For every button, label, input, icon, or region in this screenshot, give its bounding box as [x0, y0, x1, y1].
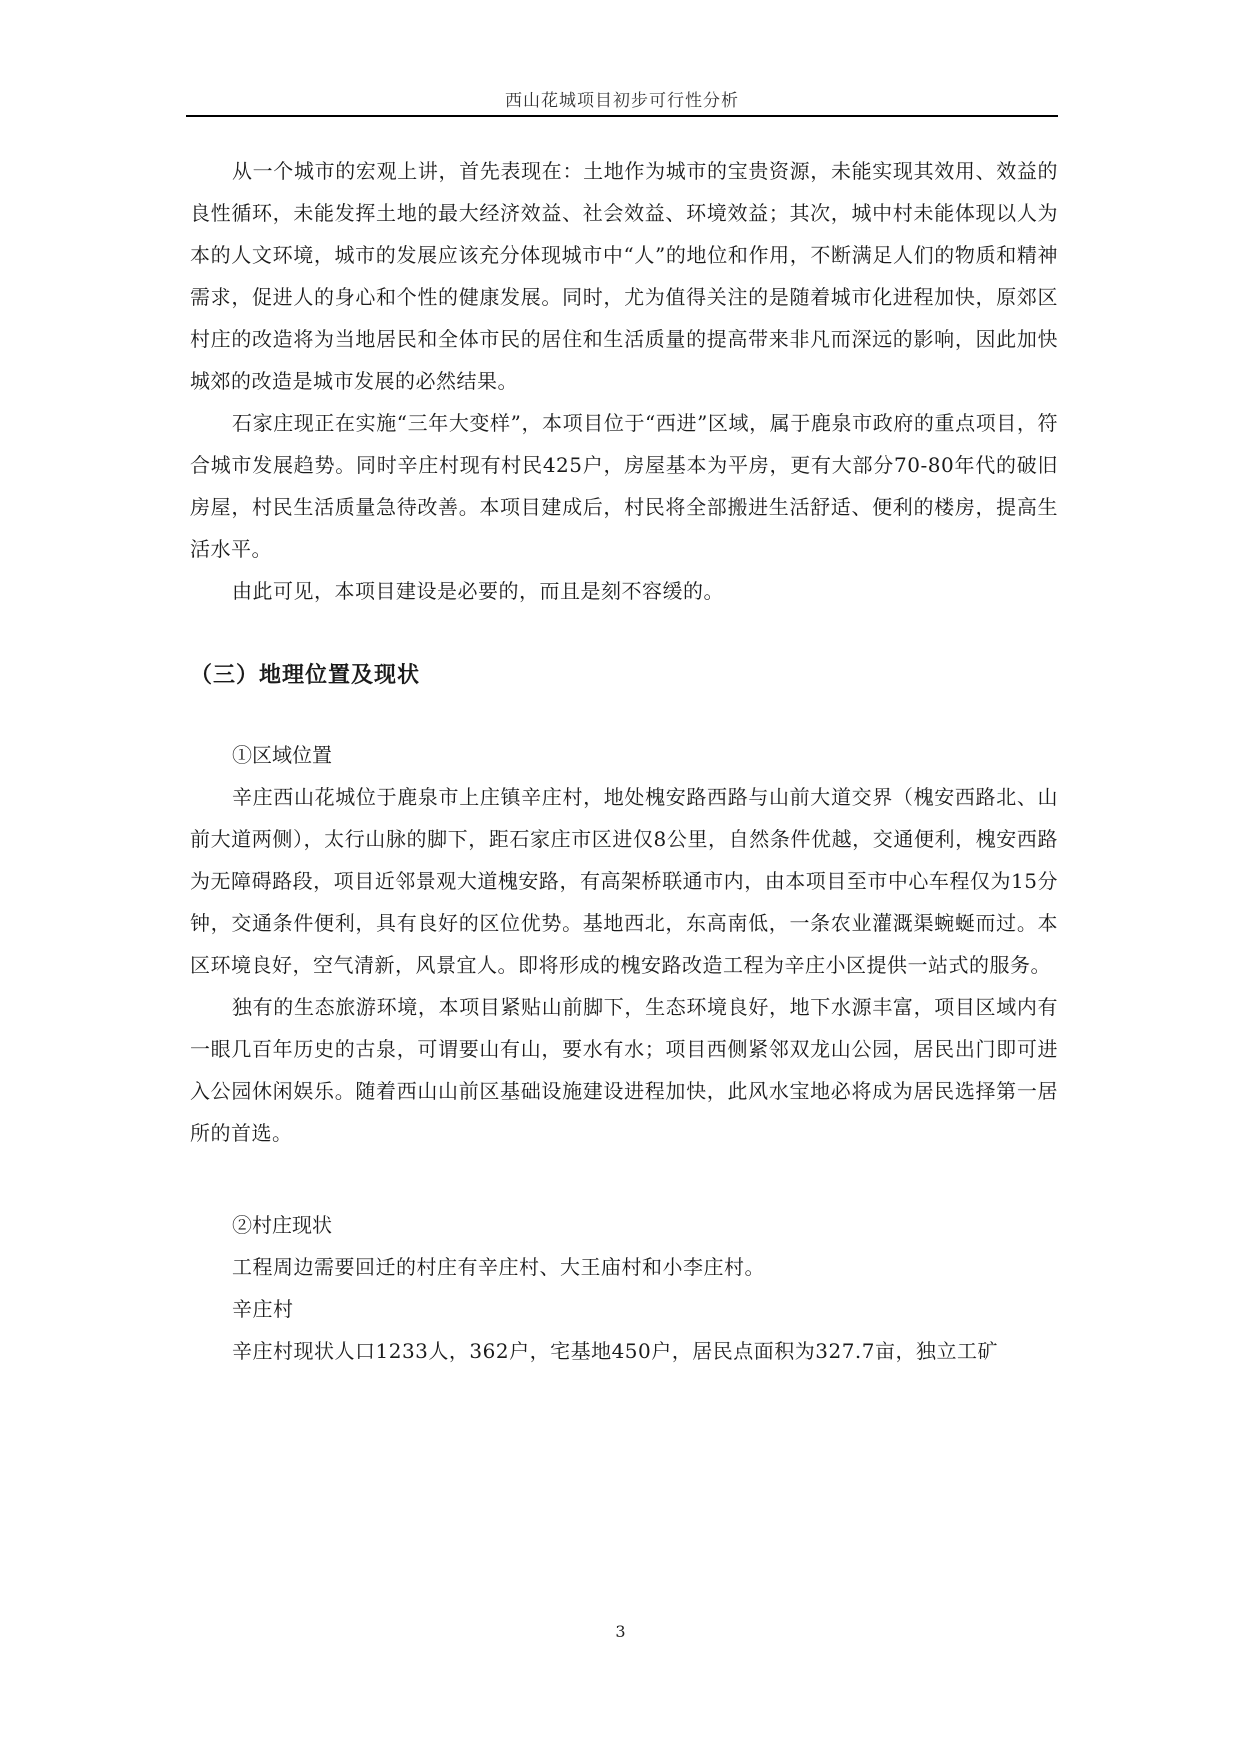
paragraph-regional-location: 辛庄西山花城位于鹿泉市上庄镇辛庄村，地处槐安路西路与山前大道交界（槐安西路北、山前大道两侧），太行山脉的脚下，距石家庄市区进仅8公里，自然条件优越，交通便利，槐安西路为无障碍路段，项目近邻景观大道槐安路，有高架桥联通市内，由本项目至市中心车程仅为15分钟，交通条件便利，具有良好的区位优势。基地西北，东高南低，一条农业灌溉渠蜿蜒而过。本区环境良好，空气清新，风景宜人。即将形成的槐安路改造工程为辛庄小区提供一站式的服务。: [190, 785, 1058, 977]
document-body: [190, 150, 1058, 1372]
subheading-village-status: ②村庄现状: [232, 1213, 332, 1237]
page-header-title: 西山花城项目初步可行性分析: [505, 91, 739, 111]
paragraph-shijiazhuang-plan: 石家庄现正在实施“三年大变样”，本项目位于“西进”区域，属于鹿泉市政府的重点项目，符合城市发展趋势。同时辛庄村现有村民425户，房屋基本为平房，更有大部分70-80年代的破旧房屋，村民生活质量急待改善。本项目建成后，村民将全部搬进生活舒适、便利的楼房，提高生活水平。: [190, 411, 1058, 561]
paragraph-ecology: 独有的生态旅游环境，本项目紧贴山前脚下，生态环境良好，地下水源丰富，项目区域内有一眼几百年历史的古泉，可谓要山有山，要水有水；项目西侧紧邻双龙山公园，居民出门即可进入公园休闲娱乐。随着西山山前区基础设施建设进程加快，此风水宝地必将成为居民选择第一居所的首选。: [190, 995, 1058, 1145]
page-number: 3: [615, 1622, 626, 1641]
spacer: [190, 1154, 1058, 1204]
header-rule: [186, 115, 1058, 117]
line-xinzhuang-village: 辛庄村: [232, 1297, 294, 1321]
spacer: [190, 696, 1058, 734]
paragraph-urban-macro: 从一个城市的宏观上讲，首先表现在：土地作为城市的宝贵资源，未能实现其效用、效益的良性循环，未能发挥土地的最大经济效益、社会效益、环境效益；其次，城中村未能体现以人为本的人文环境，城市的发展应该充分体现城市中“人”的地位和作用，不断满足人们的物质和精神需求，促进人的身心和个性的健康发展。同时，尤为值得关注的是随着城市化进程加快，原郊区村庄的改造将为当地居民和全体市民的居住和生活质量的提高带来非凡而深远的影响，因此加快城郊的改造是城市发展的必然结果。: [190, 159, 1058, 393]
line-xinzhuang-population: 辛庄村现状人口1233人，362户，宅基地450户，居民点面积为327.7亩，独立工矿: [232, 1339, 999, 1363]
paragraph-conclusion: 由此可见，本项目建设是必要的，而且是刻不容缓的。: [232, 579, 724, 603]
section-heading-location: （三）地理位置及现状: [190, 662, 421, 688]
subheading-regional-location: ①区域位置: [232, 743, 332, 767]
line-relocation-villages: 工程周边需要回迁的村庄有辛庄村、大王庙村和小李庄村。: [232, 1255, 765, 1279]
